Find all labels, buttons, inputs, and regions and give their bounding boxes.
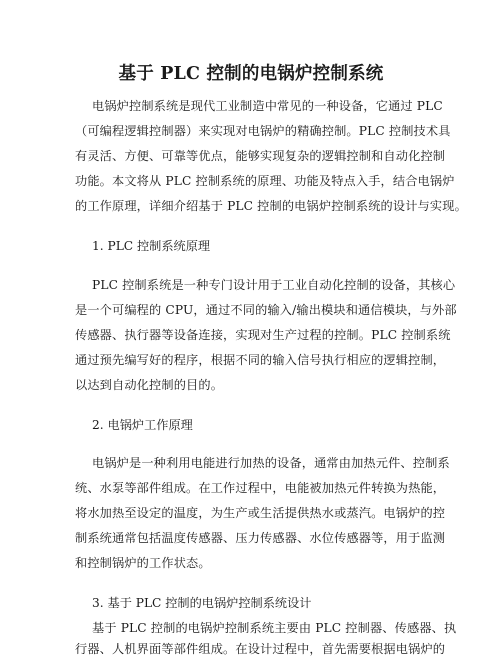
intro-line-4: 功能。本文将从 PLC 控制系统的原理、功能及特点入手，结合电锅炉 xyxy=(75,174,455,188)
section1-line-5: 以达到自动化控制的目的。 xyxy=(75,378,224,392)
section1-line-1: PLC 控制系统是一种专门设计用于工业自动化控制的设备，其核心 xyxy=(92,278,456,292)
section2-line-4: 制系统通常包括温度传感器、压力传感器、水位传感器等，用于监测 xyxy=(75,531,446,545)
section2-line-5: 和控制锅炉的工作状态。 xyxy=(75,556,211,570)
section1-line-4: 通过预先编写好的程序，根据不同的输入信号执行相应的逻辑控制， xyxy=(75,353,446,367)
section-heading-1: 1. PLC 控制系统原理 xyxy=(92,239,211,253)
intro-line-2: （可编程逻辑控制器）来实现对电锅炉的精确控制。PLC 控制技术具 xyxy=(75,124,451,138)
section3-line-2: 行器、人机界面等部件组成。在设计过程中，首先需要根据电锅炉的 xyxy=(75,642,446,656)
section3-line-1: 基于 PLC 控制的电锅炉控制系统主要由 PLC 控制器、传感器、执 xyxy=(92,621,457,635)
section1-line-2: 是一个可编程的 CPU，通过不同的输入/输出模块和通信模块，与外部 xyxy=(75,303,457,317)
section2-line-1: 电锅炉是一种利用电能进行加热的设备，通常由加热元件、控制系 xyxy=(92,456,450,470)
intro-line-1: 电锅炉控制系统是现代工业制造中常见的一种设备，它通过 PLC xyxy=(92,99,443,113)
section-heading-2: 2. 电锅炉工作原理 xyxy=(92,418,193,432)
intro-line-3: 有灵活、方便、可靠等优点，能够实现复杂的逻辑控制和自动化控制 xyxy=(75,149,446,163)
section1-line-3: 传感器、执行器等设备连接，实现对生产过程的控制。PLC 控制系统 xyxy=(75,328,451,342)
intro-line-5: 的工作原理，详细介绍基于 PLC 控制的电锅炉控制系统的设计与实现。 xyxy=(75,199,467,213)
section2-line-2: 统、水泵等部件组成。在工作过程中，电能被加热元件转换为热能， xyxy=(75,481,446,495)
section2-line-3: 将水加热至设定的温度，为生产或生活提供热水或蒸汽。电锅炉的控 xyxy=(75,506,446,520)
document-title: 基于 PLC 控制的电锅炉控制系统 xyxy=(118,64,384,84)
section-heading-3: 3. 基于 PLC 控制的电锅炉控制系统设计 xyxy=(92,596,312,610)
